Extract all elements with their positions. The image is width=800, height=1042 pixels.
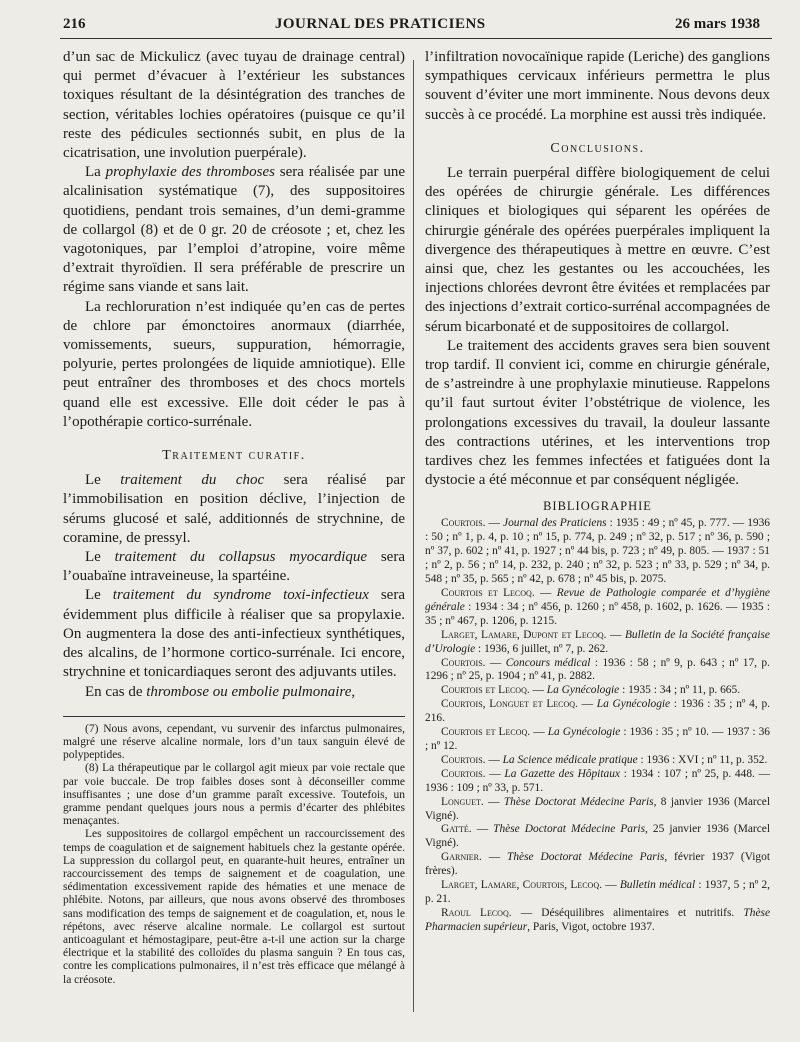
paragraph-infiltration: l’infiltration novocaïnique rapide (Leriche) des ganglions sympathiques cervicaux inférieurs permettra le plus souvent d’éviter une mort imminente. Nous devons deux succès à ce procédé. La morphine est aussi très indiquée. (425, 49, 770, 123)
paragraph-collapsus: Le traitement du collapsus myocardique sera l’ouabaïne intraveineuse, la spartéine. (63, 549, 405, 585)
biblio-entry: Courtois et Lecoq. — La Gynécologie : 1936 : 35 ; nº 10. — 1937 : 36 ; nº 12. (425, 726, 771, 752)
header-rule (60, 38, 772, 39)
column-divider (413, 60, 414, 1012)
footnote-8: (8) La thérapeutique par le collargol agit mieux par voie rectale que par voie buccale. De trop faibles doses sont à déconseiller comme insuffisantes ; une dose d’un gramme paraît excessive. Toutefois, un gramme pendant quelques jours nous a permis d’écarter des phlébites menaçantes. (63, 762, 405, 828)
left-body (63, 48, 405, 702)
journal-title: JOURNAL DES PRATICIENS (274, 15, 486, 32)
biblio-entry: Courtois. — La Science médicale pratique : 1936 : XVI ; nº 11, p. 352. (441, 753, 768, 766)
biblio-entry: Gatté. — Thèse Doctorat Médecine Paris, 25 janvier 1936 (Marcel Vigné). (425, 823, 770, 850)
footnotes (63, 723, 405, 987)
emphasis: traitement du choc (120, 472, 265, 489)
paragraph-rechloruration: La rechloruration n’est indiquée qu’en cas de pertes de chlore par émonctoires anormaux (diarrhée, vomissements, sueurs, suppuration, hémorragie, polyurie, pertes prolongées de liquide amniotique). Elle peut entraîner des thromboses et des chocs mortels quand elle est excessive. Elle doit céder le pas à l’opothérapie cortico-surrénale. (63, 298, 405, 430)
emphasis: traitement du collapsus myocardique (114, 549, 368, 566)
paragraph-accidents: Le traitement des accidents graves sera bien souvent trop tardif. Il convient ici, comme en chirurgie générale, de s’astreindre à une prophylaxie minutieuse. Rappelons qu’il faut surtout éviter l’obstétrique de violence, les prolongations excessives du travail, la douleur lassante des contractions utérines, et les interventions trop tardives chez les femmes infectées et fatiguées dont la dystocie a été méconnue et par conséquent négligée. (425, 337, 770, 489)
section-heading-conclusions: Conclusions. (550, 140, 645, 156)
biblio-entry: Courtois, Longuet et Lecoq. — La Gynécologie : 1936 : 35 ; nº 4, p. 216. (425, 698, 770, 725)
right-column (425, 48, 770, 1034)
issue-date: 26 mars 1938 (674, 15, 760, 32)
right-body (425, 48, 770, 490)
paragraph: d’un sac de Mickulicz (avec tuyau de drainage central) qui permet d’évacuer à l’extérieur les substances toxiques résultant de la désintégration des tranches de section, véritables lochies opératoires (puisque ce qu’il reste des pédicules sectionnés subit, en plus de la cicatrisation, une involution puerpérale). (63, 49, 405, 162)
paragraph-choc: Le traitement du choc sera réalisé par l’immobilisation en position déclive, l’injection de sérums glucosé et salé, additionnés de strychnine, de coramine, de pressyl. (63, 472, 405, 546)
biblio-entry: Courtois et Lecoq. — Revue de Pathologie comparée et d’hygiène générale : 1934 : 34 ; nº 456, p. 1260 ; nº 458, p. 1602, p. 1626. — 1935 : 35 ; nº 467, p. 1206, p. 1215. (425, 587, 770, 627)
biblio-entry: Longuet. — Thèse Doctorat Médecine Paris, 8 janvier 1936 (Marcel Vigné). (425, 795, 770, 822)
biblio-entry: Larget, Lamare, Dupont et Lecoq. — Bulletin de la Société française d’Urologie : 1936, 6 juillet, nº 7, p. 262. (425, 628, 770, 655)
bibliography-heading: BIBLIOGRAPHIE (543, 499, 652, 514)
paragraph-prophylaxie: La prophylaxie des thromboses sera réalisée par une alcalinisation systématique (7), des suppositoires quotidiens, pendant trois semaines, d’un demi-gramme de collargol (8) et de 0 gr. 20 de créosote ; et, chez les vagotoniques, par l’emploi d’atropine, voire même d’extrait thyroïdien. Il sera préférable de prescrire un régime sans viande et sans lait. (63, 164, 405, 296)
emphasis: prophylaxie des thromboses (105, 164, 275, 181)
paragraph-toxi-infectieux: Le traitement du syndrome toxi-infectieux sera évidemment plus difficile à réaliser que sa propylaxie. On augmentera la dose des anti-infectieux synthétiques, des alcalins, de l’hormone cortico-surrénale. Ici encore, strychnine et tonicardiaques seront des adjuvants utiles. (63, 587, 405, 681)
biblio-entry: Raoul Lecoq. — Déséquilibres alimentaires et nutritifs. Thèse Pharmacien supérieur, Paris, Vigot, octobre 1937. (425, 906, 770, 933)
biblio-entry: Larget, Lamare, Courtois, Lecoq. — Bulletin médical : 1937, 5 ; nº 2, p. 21. (425, 879, 771, 905)
biblio-entry: Garnier. — Thèse Doctorat Médecine Paris, février 1937 (Vigot frères). (425, 851, 770, 878)
emphasis: thrombose ou embolie pulmonaire (146, 683, 352, 700)
section-heading-traitement-curatif: Traitement curatif. (162, 448, 306, 464)
footnote-8-continued: Les suppositoires de collargol empêchent un raccourcissement des temps de coagulation et de saignement habituels chez la gestante opérée. La suppression du collargol peut, en quarante-huit heures, entraîner un raccourcissement des temps de saignement et de coagulation, une sédimentation excessivement rapide des hématies et une menace de phlébite. Notons, par ailleurs, que nous avons observé des thromboses sans modification des temps de saignement et de coagulation, et, nous le répétons, avec réserve alcaline normale. Le collargol est surtout anticoagulant et hémostagipare, peut-être a-t-il une action sur la charge électrique et la stabilité des colloïdes du plasma sanguin ? En tous cas, contre les complications pulmonaires, il n’est très efficace que mélangé à la créosote. (63, 828, 405, 986)
emphasis: traitement du syndrome toxi-infectieux (112, 587, 369, 604)
paragraph-terrain: Le terrain puerpéral diffère biologiquement de celui des opérées de chirurgie générale. Les différences cliniques et biologiques qui séparent les opérées de chirurgie générale des opérées puerpérales impliquent la divergence des thérapeutiques à mettre en œuvre. C’est ainsi que, chez les gestantes ou les accouchées, les injections chlorées devront être évitées et remplacées par des injections d’extrait cortico-surrénal accompagnées de sérum bicarbonaté et de suppositoires de collargol. (425, 165, 770, 335)
footnotes-rule (63, 716, 405, 717)
bibliography (425, 517, 770, 934)
footnote-7: (7) Nous avons, cependant, vu survenir des infarctus pulmonaires, malgré une réserve alcaline normale, lors d’un taux sanguin élevé de polypeptides. (63, 722, 405, 762)
left-column (63, 48, 405, 1034)
biblio-entry: Courtois. — Journal des Praticiens : 1935 : 49 ; nº 45, p. 777. — 1936 : 50 ; nº 1, p. 4, p. 10 ; nº 15, p. 774, p. 249 ; nº 32, p. 517 ; nº 36, p. 590 ; nº 37, p. 602 ; nº 41, p. 1927 ; nº 44 bis, p. 723 ; nº 49, p. 805. — 1937 : 51 ; nº 2, p. 56 ; nº 14, p. 232, p. 240 ; nº 32, p. 523 ; nº 33, p. 529 ; nº 34, p. 548 ; nº 35, p. 565 ; nº 42, p. 678 ; nº 45 bis, p. 2075. (425, 517, 770, 586)
paragraph-thrombose: En cas de thrombose ou embolie pulmonaire, (85, 683, 356, 700)
page-number: 216 (63, 15, 86, 32)
biblio-entry: Courtois. — Concours médical : 1936 : 58 ; nº 9, p. 643 ; nº 17, p. 1296 ; nº 25, p. 1904 ; nº 41, p. 2882. (425, 656, 770, 683)
biblio-entry: Courtois et Lecoq. — La Gynécologie : 1935 : 34 ; nº 11, p. 665. (441, 684, 741, 697)
biblio-entry: Courtois. — La Gazette des Hôpitaux : 1934 : 107 ; nº 25, p. 448. — 1936 : 109 ; nº 33, p. 571. (425, 767, 770, 794)
page-header (63, 12, 760, 36)
